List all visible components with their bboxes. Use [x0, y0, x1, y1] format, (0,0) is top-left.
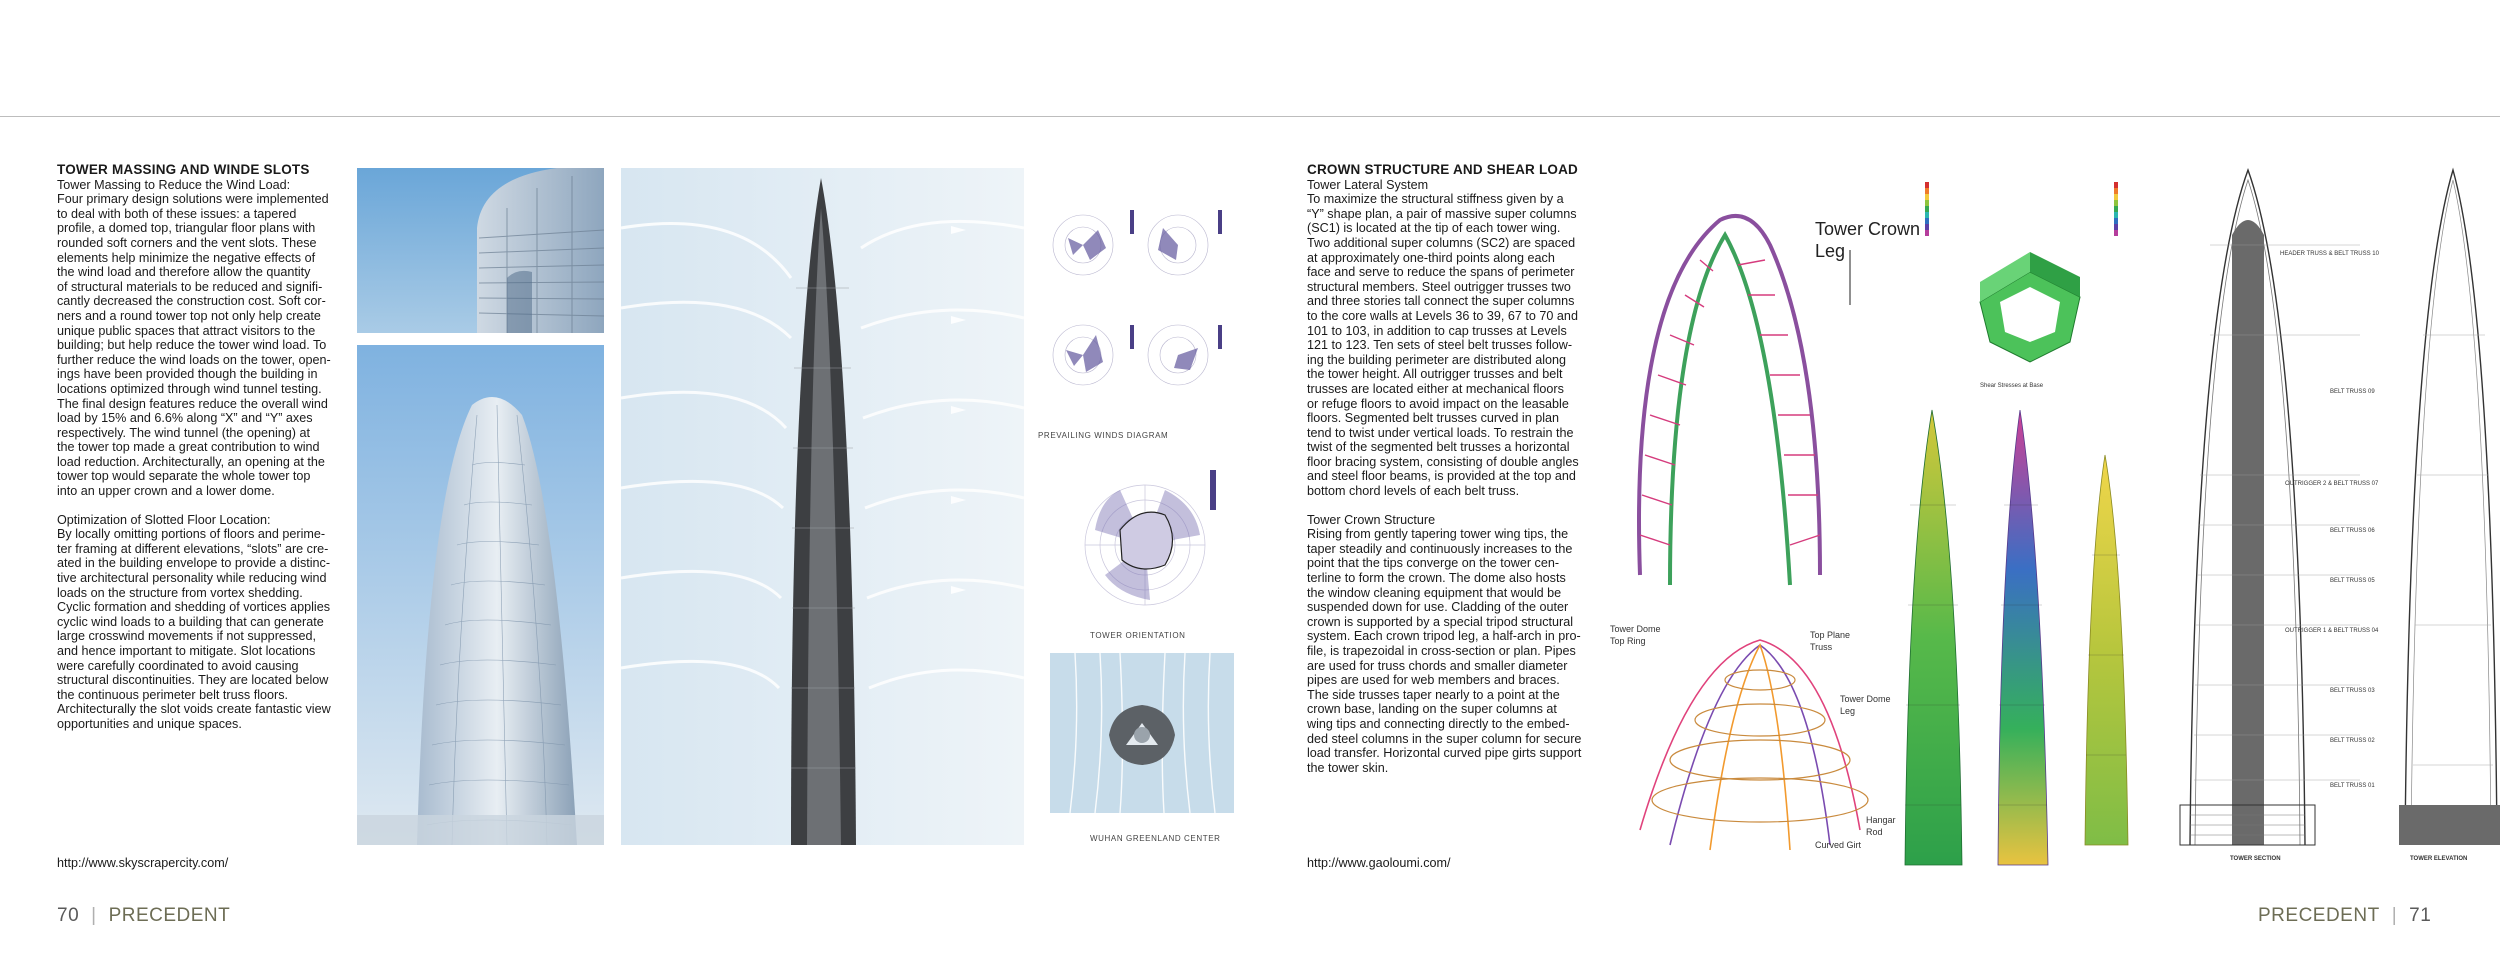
label-tower-dome-top-ring: Tower Dome Top Ring	[1610, 624, 1661, 646]
label-outrigger-2: OUTRIGGER 2 & BELT TRUSS 07	[2285, 481, 2379, 487]
left-source-link[interactable]: http://www.skyscrapercity.com/	[57, 856, 229, 870]
label-curved-girt: Curved Girt	[1815, 840, 1862, 850]
left-section-title: PRECEDENT	[108, 905, 231, 926]
label-shear-stresses: Shear Stresses at Base	[1980, 383, 2044, 389]
right-paragraph-2: Rising from gently tapering tower wing tips, the taper steadily and continuously increases to the point that the tips converge on the tower cen- terline to form the crown. The dome also hosts the window cleaning equipment that would be suspended down for use. Cladding of the outer crown is supported by a special tripod structural system. Each crown tripod leg, a half-arch in pro- file, is trapezoidal in cross-section or plan. Pipes are used for truss chords and smaller diameter pipes are used for web members and braces. The side trusses taper nearly to a point at the crown base, landing on the super columns at wing tips and connecting directly to the embed- ded steel columns in the super column for secure load transfer. Horizontal curved pipe girts support the tower skin.	[1307, 527, 1582, 775]
label-belt-truss-03: BELT TRUSS 03	[2330, 688, 2375, 694]
caption-tower-orientation: TOWER ORIENTATION	[1090, 631, 1186, 640]
label-outrigger-1: OUTRIGGER 1 & BELT TRUSS 04	[2285, 628, 2379, 634]
label-tower-elevation: TOWER ELEVATION	[2410, 856, 2468, 862]
right-subheading-2: Tower Crown Structure	[1307, 512, 1436, 527]
label-tower-crown-leg: Tower Crown Leg	[1815, 219, 1921, 261]
label-top-plane-truss: Top Plane Truss	[1810, 630, 1851, 652]
right-source-link[interactable]: http://www.gaoloumi.com/	[1307, 856, 1451, 870]
tower-elevation-drawing	[2385, 165, 2500, 865]
header-rule	[0, 116, 2500, 117]
prevailing-winds-diagram	[1028, 200, 1228, 440]
right-section-title: PRECEDENT	[2258, 905, 2380, 926]
left-paragraph-1: Four primary design solutions were implemented to deal with both of these issues: a tapered profile, a domed top, triangular floor plans with rounded soft corners and the vent slots. These elements help minimize the negative effects of the wind load and therefore allow the quantity of structural materials to be reduced and signifi- cantly decreased the construction cost. Soft cor- ners and a round tower top not only help create unique public spaces that attract visitors to the building; but help reduce the tower wind load. To further reduce the wind loads on the tower, open- ings have been provided though the building in locations optimized through wind tunnel testing. The final design features reduce the overall wind load by 15% and 6.6% along “X” and “Y” axes respectively. The wind tunnel (the opening) at the tower top made a great contribution to wind load reduction. Architecturally, an opening at the tower top would separate the whole tower top into an upper crown and a lower dome.	[57, 192, 331, 499]
label-header-truss: HEADER TRUSS & BELT TRUSS 10	[2280, 251, 2379, 257]
left-subheading-2: Optimization of Slotted Floor Location:	[57, 512, 271, 527]
tower-crown-photo	[357, 168, 604, 333]
tower-render-photo	[357, 345, 604, 845]
right-subheading: Tower Lateral System	[1307, 177, 1429, 192]
tower-section-drawing	[2140, 165, 2380, 865]
left-subheading: Tower Massing to Reduce the Wind Load:	[57, 177, 291, 192]
left-text-column	[57, 163, 342, 732]
tower-dome-diagram	[1610, 620, 1896, 855]
left-footer: 70 | PRECEDENT	[57, 905, 231, 926]
left-page-number: 70	[57, 905, 80, 926]
label-belt-truss-01: BELT TRUSS 01	[2330, 783, 2375, 789]
tower-orientation-diagram	[1080, 460, 1230, 640]
right-paragraph-1: To maximize the structural stiffness given by a “Y” shape plan, a pair of massive super columns (SC1) is located at the tip of each tower wing. Two additional super columns (SC2) are spaced at approximately one-third points along each face and serve to reduce the spans of perimeter structural members. Steel outrigger trusses two and three stories tall connect the super columns to the core walls at Levels 36 to 39, 67 to 70 and 101 to 103, in addition to cap trusses at Levels 121 to 123. Ten sets of steel belt trusses follow- ing the building perimeter are distributed along the tower height. All outrigger trusses and belt trusses are located either at mechanical floors or refuge floors to avoid impact on the leasable floors. Segmented belt trusses curved in plan tend to twist under vertical loads. To restrain the twist of the segmented belt trusses a horizontal floor bracing system, consisting of double angles and steel floor beams, is provided at the top and bottom chord levels of each belt truss.	[1307, 192, 1579, 499]
label-belt-truss-05: BELT TRUSS 05	[2330, 578, 2375, 584]
label-belt-truss-02: BELT TRUSS 02	[2330, 738, 2375, 744]
shear-stresses-diagram	[1920, 172, 2130, 392]
wind-flow-tower-diagram	[621, 168, 1024, 845]
tower-crown-leg-diagram	[1600, 175, 1921, 595]
right-heading: CROWN STRUCTURE AND SHEAR LOAD	[1307, 162, 1578, 177]
right-page-number: 71	[2409, 905, 2432, 926]
label-belt-truss-06: BELT TRUSS 06	[2330, 528, 2375, 534]
caption-prevailing-winds: PREVAILING WINDS DIAGRAM	[1038, 431, 1169, 440]
right-text-column	[1307, 163, 1592, 775]
label-tower-section: TOWER SECTION	[2230, 856, 2281, 862]
left-paragraph-2: By locally omitting portions of floors and perime- ter framing at different elevations, “slots” are cre- ated in the building envelope to provide a distinc- tive architectural personality while reducing wind loads on the structure from vortex shedding. Cyclic formation and shedding of vortices applies cyclic wind loads to a building that can generate large crosswind movements if not suppressed, and hence important to mitigate. Slot locations were carefully coordinated to avoid causing structural discontinuities. They are located below the continuous perimeter belt truss floors. Architecturally the slot voids create fantastic view opportunities and unique spaces.	[57, 527, 331, 731]
label-hangar-rod: Hangar Rod	[1866, 815, 1896, 837]
label-tower-dome-leg: Tower Dome Leg	[1840, 694, 1891, 716]
tower-plan-diagram	[1050, 653, 1234, 813]
caption-wuhan-greenland: WUHAN GREENLAND CENTER	[1090, 834, 1221, 843]
tower-stress-models	[1900, 405, 2140, 870]
right-footer: PRECEDENT | 71	[2258, 905, 2432, 926]
left-heading: TOWER MASSING AND WINDE SLOTS	[57, 162, 310, 177]
label-belt-truss-09: BELT TRUSS 09	[2330, 389, 2375, 395]
